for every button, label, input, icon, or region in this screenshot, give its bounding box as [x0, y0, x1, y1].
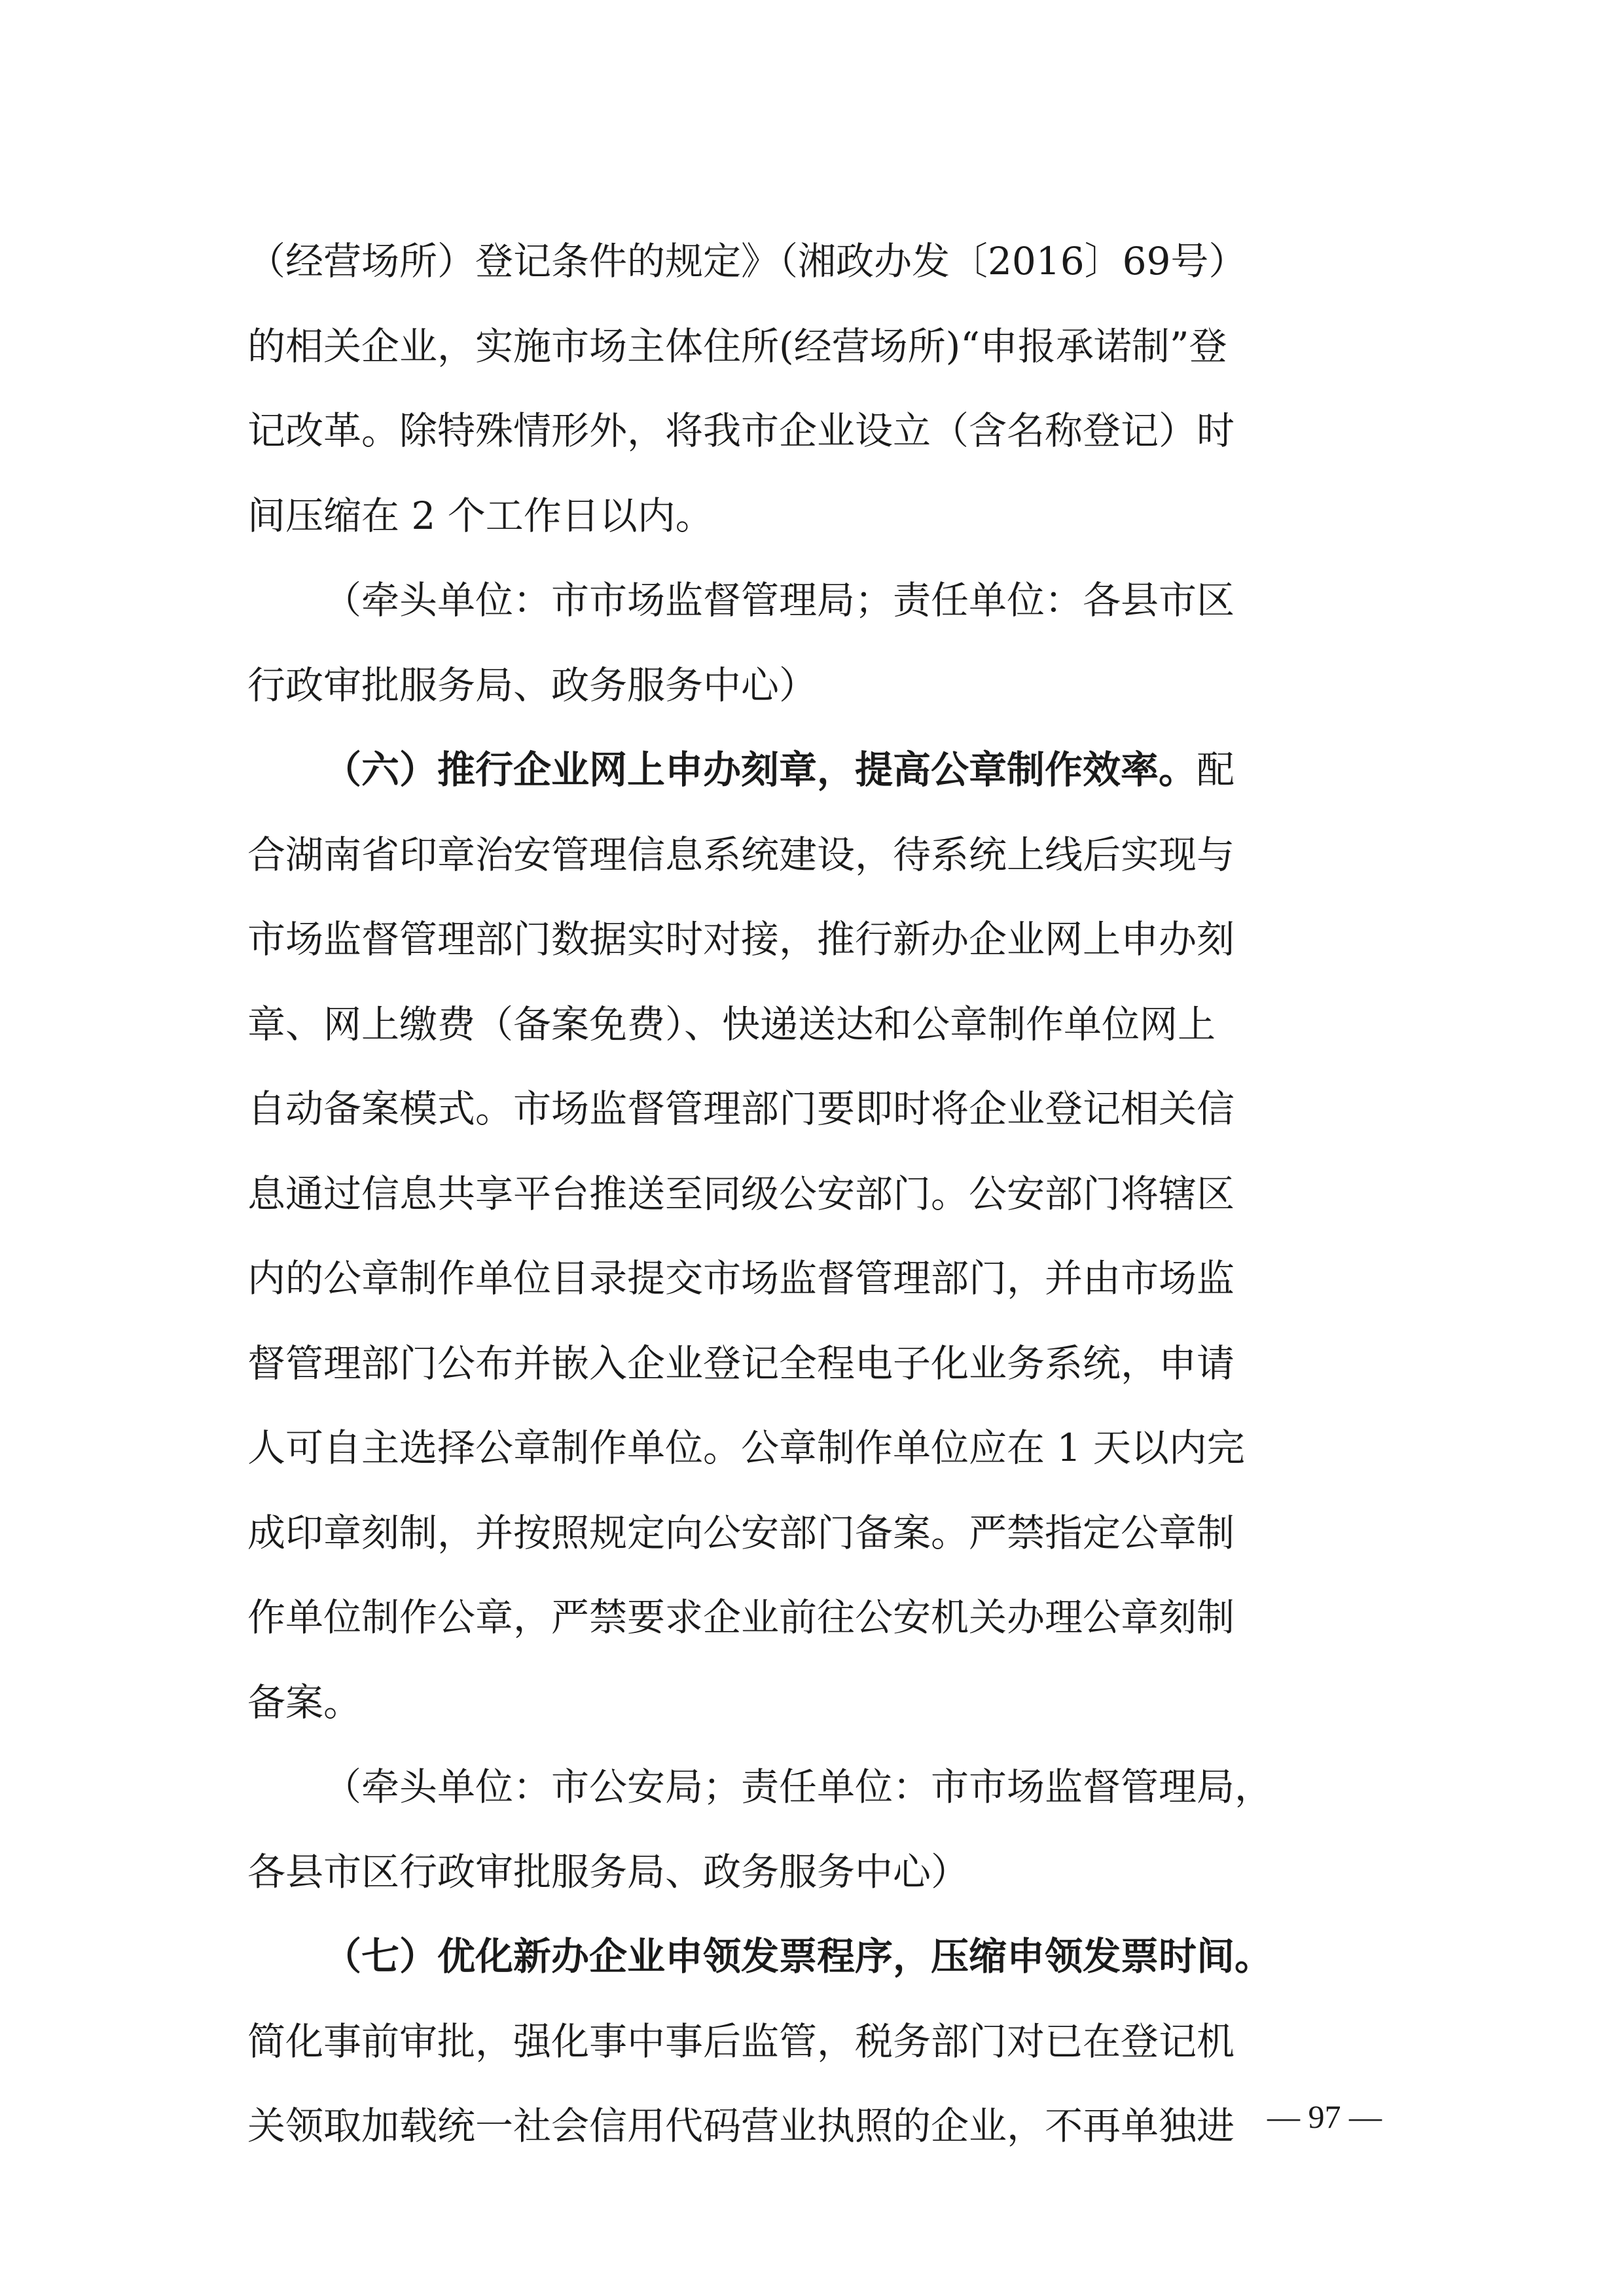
- text-line: 人可自主选择公章制作单位。公章制作单位应在 1 天以内完: [247, 1426, 1245, 1470]
- text-line: 合湖南省印章治安管理信息系统建设，待系统上线后实现与: [247, 832, 1235, 877]
- text-line: 简化事前审批，强化事中事后监管，税务部门对已在登记机: [247, 2018, 1235, 2064]
- document-body: [247, 219, 1380, 2169]
- text-line: 章、网上缴费（备案免费）、快递送达和公章制作单位网上: [247, 1001, 1216, 1047]
- text-line: 间压缩在 2 个工作日以内。: [247, 493, 713, 538]
- text-line: 关领取加载统一社会信用代码营业执照的企业，不再单独进: [247, 2104, 1235, 2148]
- heading-tail-text: 配: [1197, 747, 1235, 792]
- section-heading-line: [247, 728, 1380, 813]
- text-line: 的相关企业，实施市场主体住所(经营场所)“申报承诺制”登: [247, 323, 1227, 368]
- page-number: — 97 —: [1267, 2098, 1382, 2135]
- text-line: 自动备案模式。市场监督管理部门要即时将企业登记相关信: [247, 1086, 1235, 1131]
- text-line: 内的公章制作单位目录提交市场监督管理部门，并由市场监: [247, 1256, 1235, 1300]
- text-line: 市场监督管理部门数据实时对接，推行新办企业网上申办刻: [247, 917, 1235, 961]
- text-line: 备案。: [247, 1679, 362, 1725]
- text-line: 息通过信息共享平台推送至同级公安部门。公安部门将辖区: [247, 1171, 1235, 1216]
- text-line: 行政审批服务局、政务服务中心）: [247, 662, 818, 708]
- text-line: （牵头单位：市市场监督管理局；责任单位：各县市区: [323, 578, 1235, 622]
- text-line: 成印章刻制，并按照规定向公安部门备案。严禁指定公章制: [247, 1510, 1235, 1555]
- section-heading: （七）优化新办企业申领发票程序，压缩申领发票时间。: [323, 1934, 1273, 1979]
- text-line: 各县市区行政审批服务局、政务服务中心）: [247, 1849, 969, 1894]
- text-line: 记改革。除特殊情形外，将我市企业设立（含名称登记）时: [247, 408, 1235, 453]
- text-line: （经营场所）登记条件的规定》（湘政办发〔2016〕69号）: [247, 239, 1247, 283]
- section-heading: （六）推行企业网上申办刻章，提高公章制作效率。: [323, 747, 1197, 792]
- text-line: 督管理部门公布并嵌入企业登记全程电子化业务系统，申请: [247, 1340, 1235, 1386]
- text-line: （牵头单位：市公安局；责任单位：市市场监督管理局，: [323, 1765, 1273, 1809]
- text-line: 作单位制作公章，严禁要求企业前往公安机关办理公章刻制: [247, 1595, 1235, 1640]
